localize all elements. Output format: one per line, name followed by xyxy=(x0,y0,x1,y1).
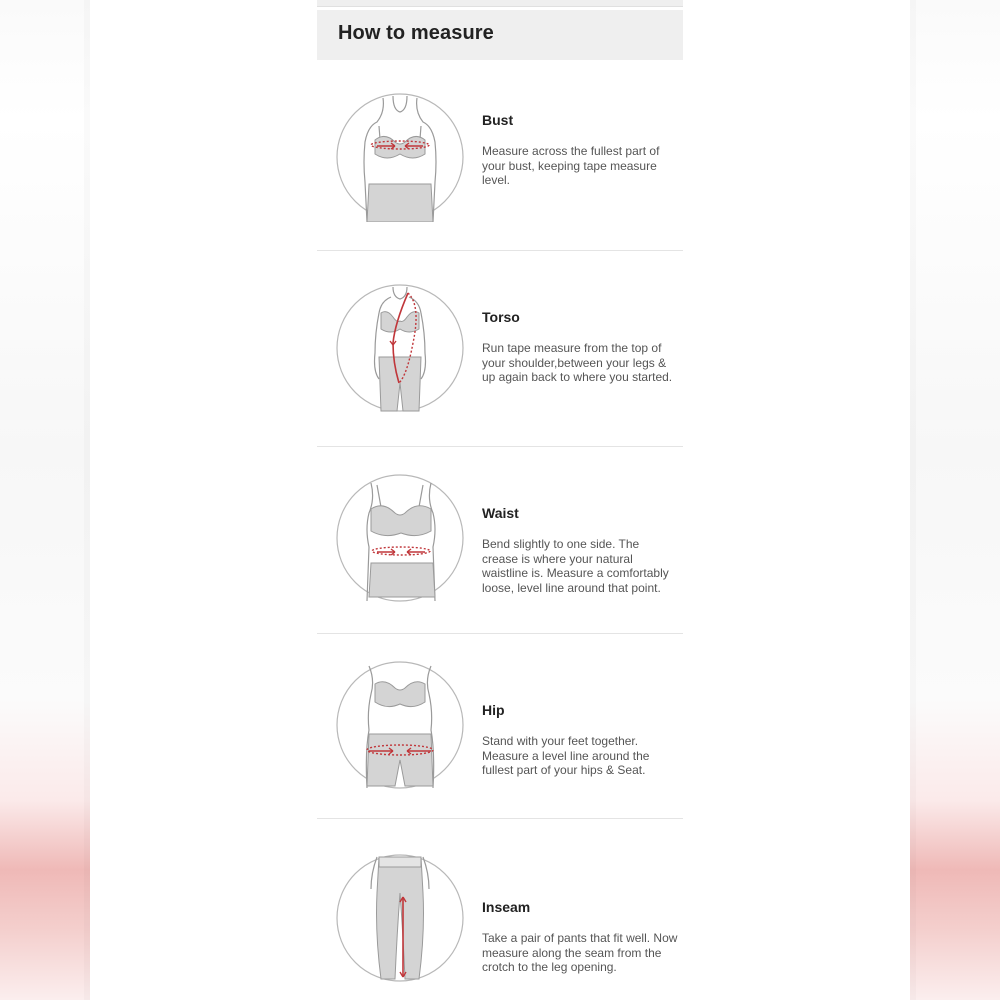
measure-description: Take a pair of pants that fit well. Now measure along the seam from the crotch to the leg opening. xyxy=(482,931,678,974)
inseam-measure-icon xyxy=(335,853,465,983)
background-blur-left xyxy=(0,0,90,1000)
measure-item-waist xyxy=(317,447,683,633)
measure-text-hip xyxy=(482,702,678,778)
measure-title: Inseam xyxy=(482,899,531,915)
measure-description: Run tape measure from the top of your shoulder,between your legs & up again back to where you started. xyxy=(482,341,673,384)
section-header xyxy=(317,10,683,60)
measure-item-bust xyxy=(317,70,683,250)
measure-title: Torso xyxy=(482,309,520,325)
measure-item-inseam xyxy=(317,819,683,1000)
measure-text-torso xyxy=(482,309,678,385)
measure-title: Waist xyxy=(482,505,519,521)
torso-measure-icon xyxy=(335,283,465,413)
top-divider-strip xyxy=(317,0,683,7)
measure-item-hip xyxy=(317,634,683,818)
background-blur-right xyxy=(910,0,1000,1000)
measure-description: Bend slightly to one side. The crease is where your natural waistline is. Measure a comfortably loose, level line around that point. xyxy=(482,537,669,595)
measure-description: Measure across the fullest part of your bust, keeping tape measure level. xyxy=(482,144,660,187)
measure-item-torso xyxy=(317,251,683,446)
size-guide-panel xyxy=(90,0,910,1000)
measure-title: Hip xyxy=(482,702,505,718)
measure-text-inseam xyxy=(482,899,678,975)
measure-text-waist xyxy=(482,505,678,595)
measure-description: Stand with your feet together. Measure a level line around the fullest part of your hips & Seat. xyxy=(482,734,650,777)
measure-title: Bust xyxy=(482,112,514,128)
waist-measure-icon xyxy=(335,473,465,603)
measure-text-bust xyxy=(482,112,678,188)
bust-measure-icon xyxy=(335,92,465,222)
hip-measure-icon xyxy=(335,660,465,790)
section-title: How to measure xyxy=(338,22,494,44)
